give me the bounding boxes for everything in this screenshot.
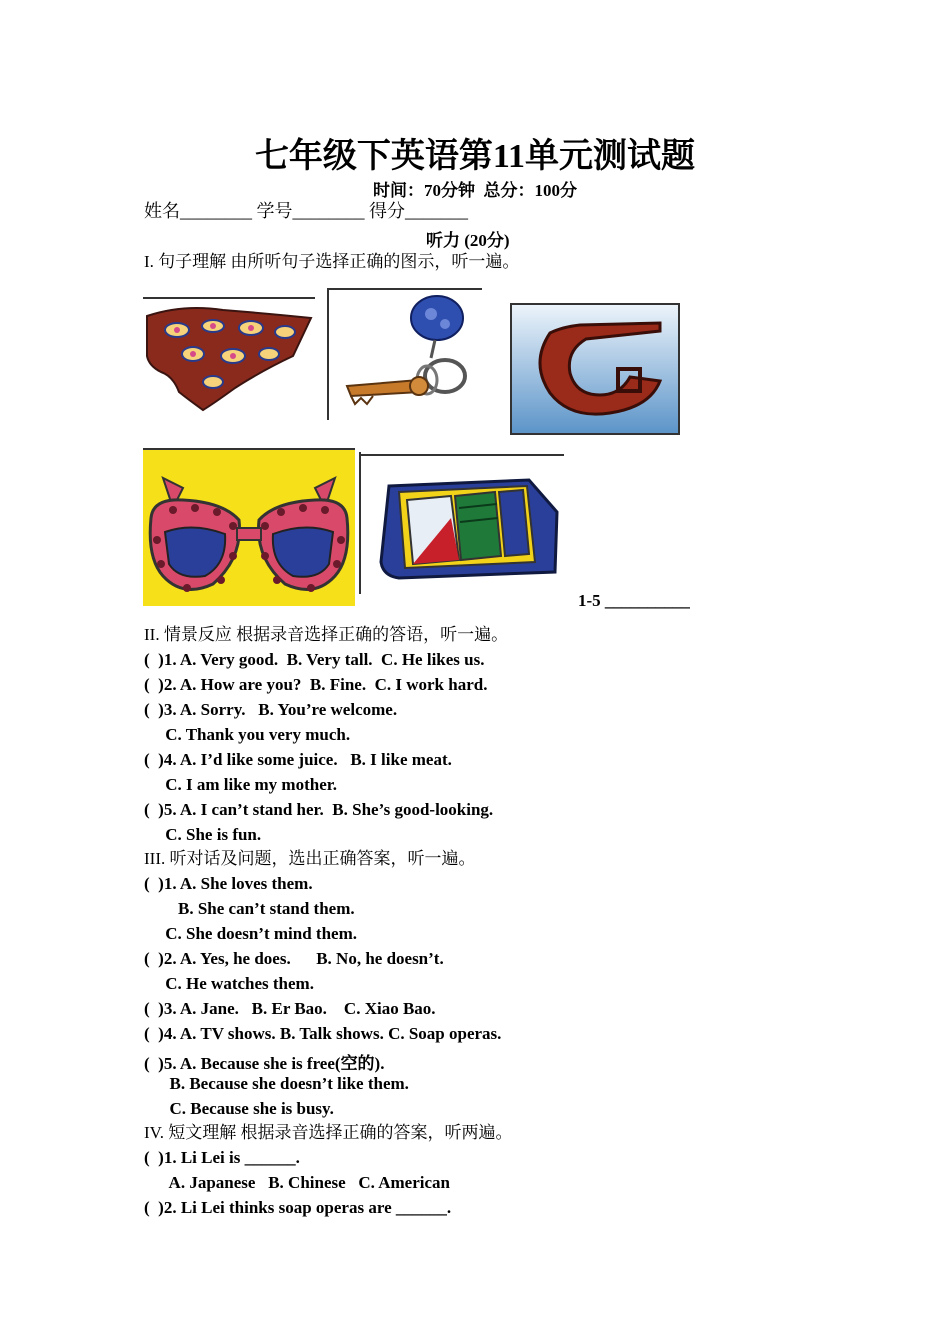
section2-line: C. Thank you very much. (144, 725, 351, 744)
section4-line: ( )2. Li Lei thinks soap operas are ______. (144, 1198, 452, 1217)
section4-heading: IV. 短文理解 根据录音选择正确的答案，听两遍。 (144, 1123, 513, 1142)
section3-line: C. He watches them. (144, 974, 314, 993)
section3-line: ( )3. A. Jane. B. Er Bao. C. Xiao Bao. (144, 999, 436, 1018)
section3-line: ( )2. A. Yes, he does. B. No, he doesn’t. (144, 949, 444, 968)
section3-line: B. She can’t stand them. (144, 899, 355, 918)
page-title: 七年级下英语第11单元测试题 (254, 138, 696, 175)
answer-line-1-5: 1-5 __________ (578, 591, 690, 610)
section2-line: ( )5. A. I can’t stand her. B. She’s good-looking. (144, 800, 494, 819)
section2-line: C. She is fun. (144, 825, 262, 844)
section3-line: C. She doesn’t mind them. (144, 924, 357, 943)
section4-line: A. Japanese B. Chinese C. American (144, 1173, 450, 1192)
section3-line: ( )1. A. She loves them. (144, 874, 313, 893)
open-wallet-icon (359, 452, 564, 594)
polka-dot-sunglasses-icon (143, 448, 355, 606)
section3-heading: III. 听对话及问题，选出正确答案，听一遍。 (144, 849, 476, 868)
paisley-scarf-icon (143, 296, 315, 414)
section3-line: C. Because she is busy. (144, 1099, 334, 1118)
section3-line: ( )4. A. TV shows. B. Talk shows. C. Soap operas. (144, 1024, 502, 1043)
section3-line: B. Because she doesn’t like them. (144, 1074, 409, 1093)
section2-heading: II. 情景反应 根据录音选择正确的答语，听一遍。 (144, 625, 509, 644)
section2-line: C. I am like my mother. (144, 775, 337, 794)
brown-belt-icon (510, 303, 680, 435)
section3-line: ( )5. A. Because she is free(空的). (144, 1054, 385, 1073)
section2-line: ( )4. A. I’d like some juice. B. I like meat. (144, 750, 452, 769)
keys-keychain-icon (327, 288, 482, 420)
section2-line: ( )3. A. Sorry. B. You’re welcome. (144, 700, 398, 719)
listening-header: 听力 (20分) (426, 231, 510, 250)
section2-line: ( )2. A. How are you? B. Fine. C. I work hard. (144, 675, 488, 694)
exam-subtitle: 时间：70分钟 总分：100分 (373, 181, 577, 200)
section1-heading: I. 句子理解 由所听句子选择正确的图示，听一遍。 (144, 252, 520, 271)
section4-line: ( )1. Li Lei is ______. (144, 1148, 300, 1167)
student-info-line: 姓名________ 学号________ 得分_______ (144, 201, 468, 221)
section2-line: ( )1. A. Very good. B. Very tall. C. He likes us. (144, 650, 485, 669)
